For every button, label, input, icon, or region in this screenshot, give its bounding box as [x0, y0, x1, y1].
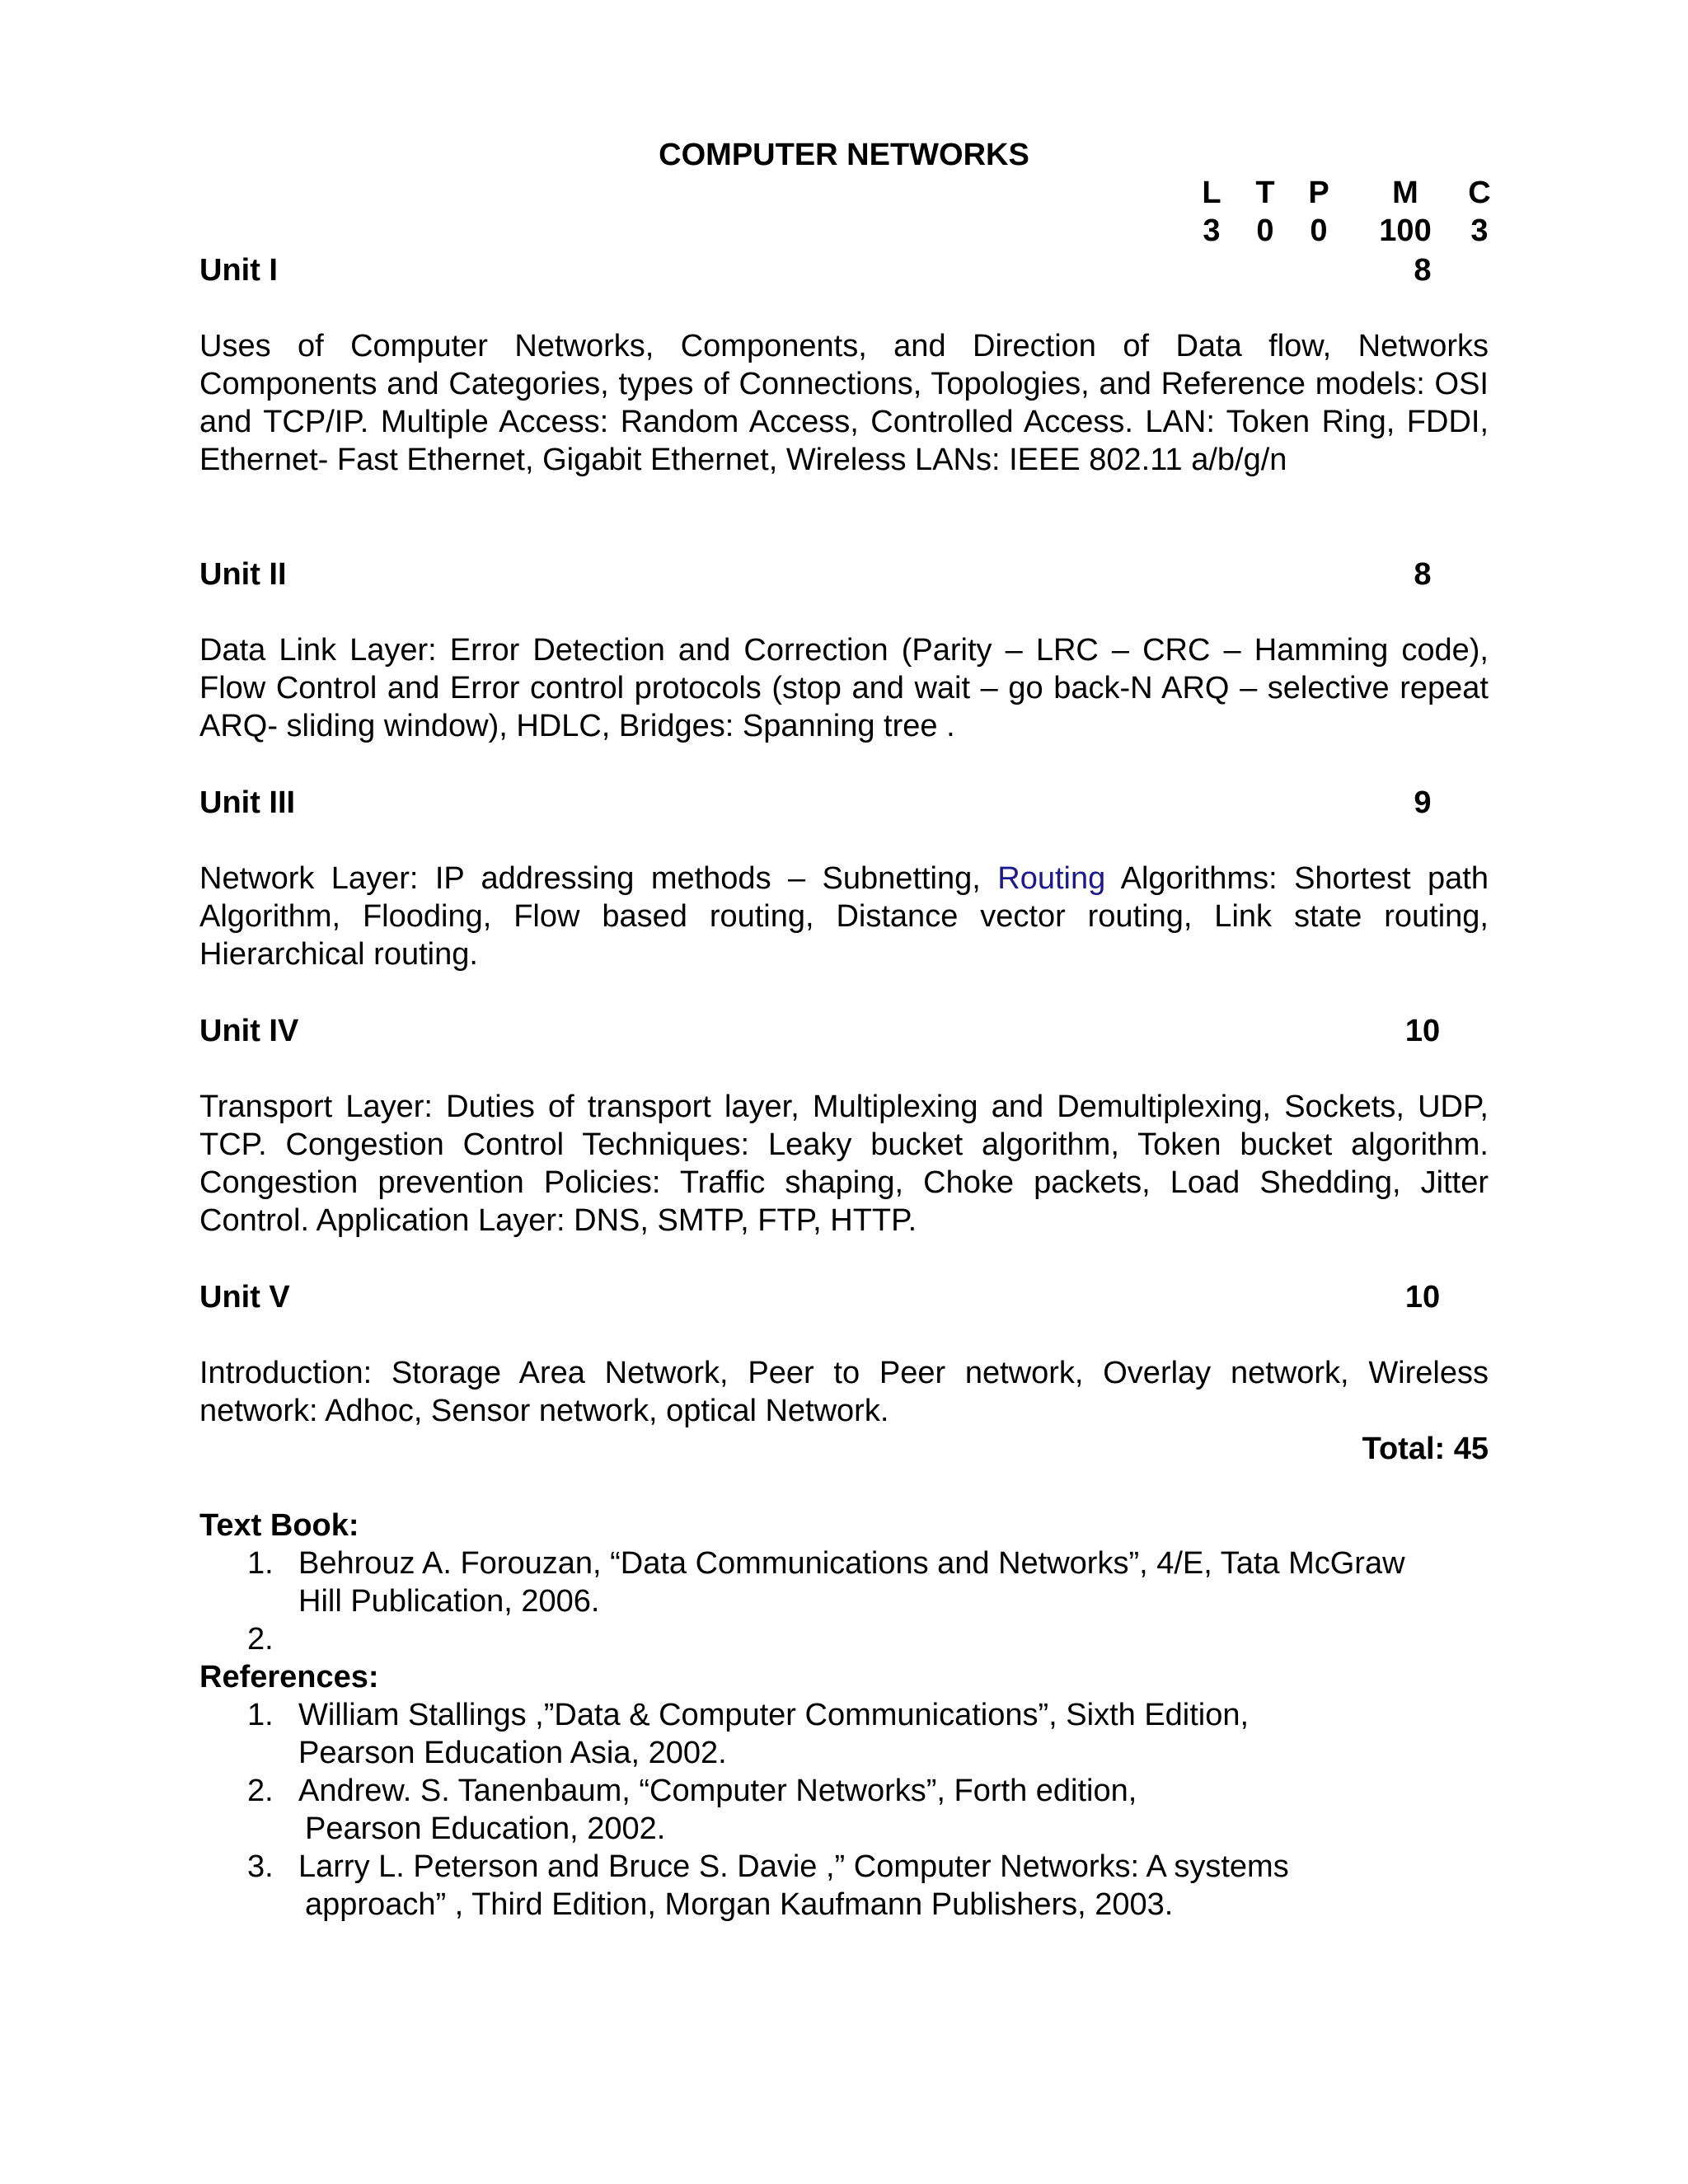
list-item-line: Pearson Education, 2002.	[305, 1811, 666, 1846]
total-hours: Total: 45	[1362, 1432, 1489, 1466]
list-item-line: approach” , Third Edition, Morgan Kaufmann Publishers, 2003.	[305, 1887, 1174, 1922]
list-item	[199, 1696, 1489, 1772]
list-item-number: 1.	[247, 1546, 274, 1581]
credits-header-t: T	[1255, 176, 1275, 210]
references-list	[199, 1696, 1489, 1924]
credits-header-row	[1154, 174, 1500, 212]
text-book-heading: Text Book:	[199, 1508, 359, 1543]
credits-header-m: M	[1392, 176, 1418, 210]
credits-header-c: C	[1468, 176, 1491, 210]
list-item	[199, 1544, 1489, 1620]
list-item-line: Andrew. S. Tanenbaum, “Computer Networks”, Forth edition,	[298, 1774, 1137, 1808]
credits-value-m: 100	[1379, 213, 1432, 248]
references-heading: References:	[199, 1660, 379, 1694]
unit-content-highlight: Routing	[997, 861, 1106, 896]
credits-value-c: 3	[1470, 213, 1489, 248]
credits-value-l: 3	[1203, 213, 1221, 248]
credits-value-t: 0	[1256, 213, 1274, 248]
list-item-number: 3.	[247, 1849, 274, 1884]
unit-content: Introduction: Storage Area Network, Peer to Peer network, Overlay network, Wireless network: Adhoc, Sensor network, optical Network.	[199, 1356, 1489, 1428]
unit-label: Unit IV	[199, 1014, 299, 1048]
list-item-line: Pearson Education Asia, 2002.	[298, 1736, 727, 1770]
unit-hours: 8	[1414, 253, 1432, 288]
list-item-line: Larry L. Peterson and Bruce S. Davie ,” Computer Networks: A systems	[298, 1849, 1289, 1884]
unit-hours: 9	[1414, 785, 1432, 820]
list-item	[199, 1848, 1489, 1924]
list-item-number: 2.	[247, 1774, 274, 1808]
unit-heading	[199, 784, 1489, 822]
credits-header-p: P	[1308, 176, 1329, 210]
unit-content: Uses of Computer Networks, Components, and Direction of Data flow, Networks Components and Categories, types of Connections, Topologies, and Reference models: OSI and TCP/IP. Multiple Access: Random Access, Controlled Access. LAN: Token Ring, FDDI, Ethernet- Fast Ethernet, Gigabit Ethernet, Wireless LANs: IEEE 802.11 a/b/g/n	[199, 329, 1489, 477]
unit-hours: 8	[1414, 557, 1432, 592]
unit-heading	[199, 1278, 1489, 1316]
unit-content-part: Algorithms: Shortest path Algorithm, Flooding, Flow based routing, Distance vector routing, Link state routing, Hierarchical routing.	[199, 861, 1489, 972]
list-item-line: Hill Publication, 2006.	[298, 1584, 600, 1619]
list-item-number: 1.	[247, 1698, 274, 1732]
unit-content	[199, 860, 1489, 973]
credits-value-p: 0	[1310, 213, 1328, 248]
unit-label: Unit V	[199, 1280, 290, 1315]
unit-heading	[199, 251, 1489, 289]
list-item-number: 2.	[247, 1622, 274, 1657]
unit-label: Unit III	[199, 785, 296, 820]
list-item-line: William Stallings ,”Data & Computer Communications”, Sixth Edition,	[298, 1698, 1250, 1732]
unit-content: Transport Layer: Duties of transport layer, Multiplexing and Demultiplexing, Sockets, UDP, TCP. Congestion Control Techniques: Leaky bucket algorithm, Token bucket algorithm. Congestion prevention Policies: Traffic shaping, Choke packets, Load Shedding, Jitter Control. Application Layer: DNS, SMTP, FTP, HTTP.	[199, 1090, 1489, 1238]
list-item-line: Behrouz A. Forouzan, “Data Communications and Networks”, 4/E, Tata McGraw	[298, 1546, 1405, 1581]
credits-header-l: L	[1202, 176, 1221, 210]
unit-hours: 10	[1404, 1014, 1441, 1048]
unit-heading	[199, 555, 1489, 593]
list-item	[199, 1772, 1489, 1848]
text-book-list	[199, 1544, 1489, 1658]
unit-label: Unit I	[199, 253, 278, 288]
unit-heading	[199, 1012, 1489, 1050]
credits-value-row	[1154, 212, 1500, 250]
page-title: COMPUTER NETWORKS	[659, 138, 1029, 172]
unit-hours: 10	[1404, 1280, 1441, 1315]
unit-label: Unit II	[199, 557, 287, 592]
list-item	[199, 1620, 1489, 1658]
unit-content: Data Link Layer: Error Detection and Correction (Parity – LRC – CRC – Hamming code), Flow Control and Error control protocols (stop and wait – go back-N ARQ – selective repeat ARQ- sliding window), HDLC, Bridges: Spanning tree .	[199, 633, 1489, 743]
unit-content-part: Network Layer: IP addressing methods – Subnetting,	[199, 861, 981, 896]
